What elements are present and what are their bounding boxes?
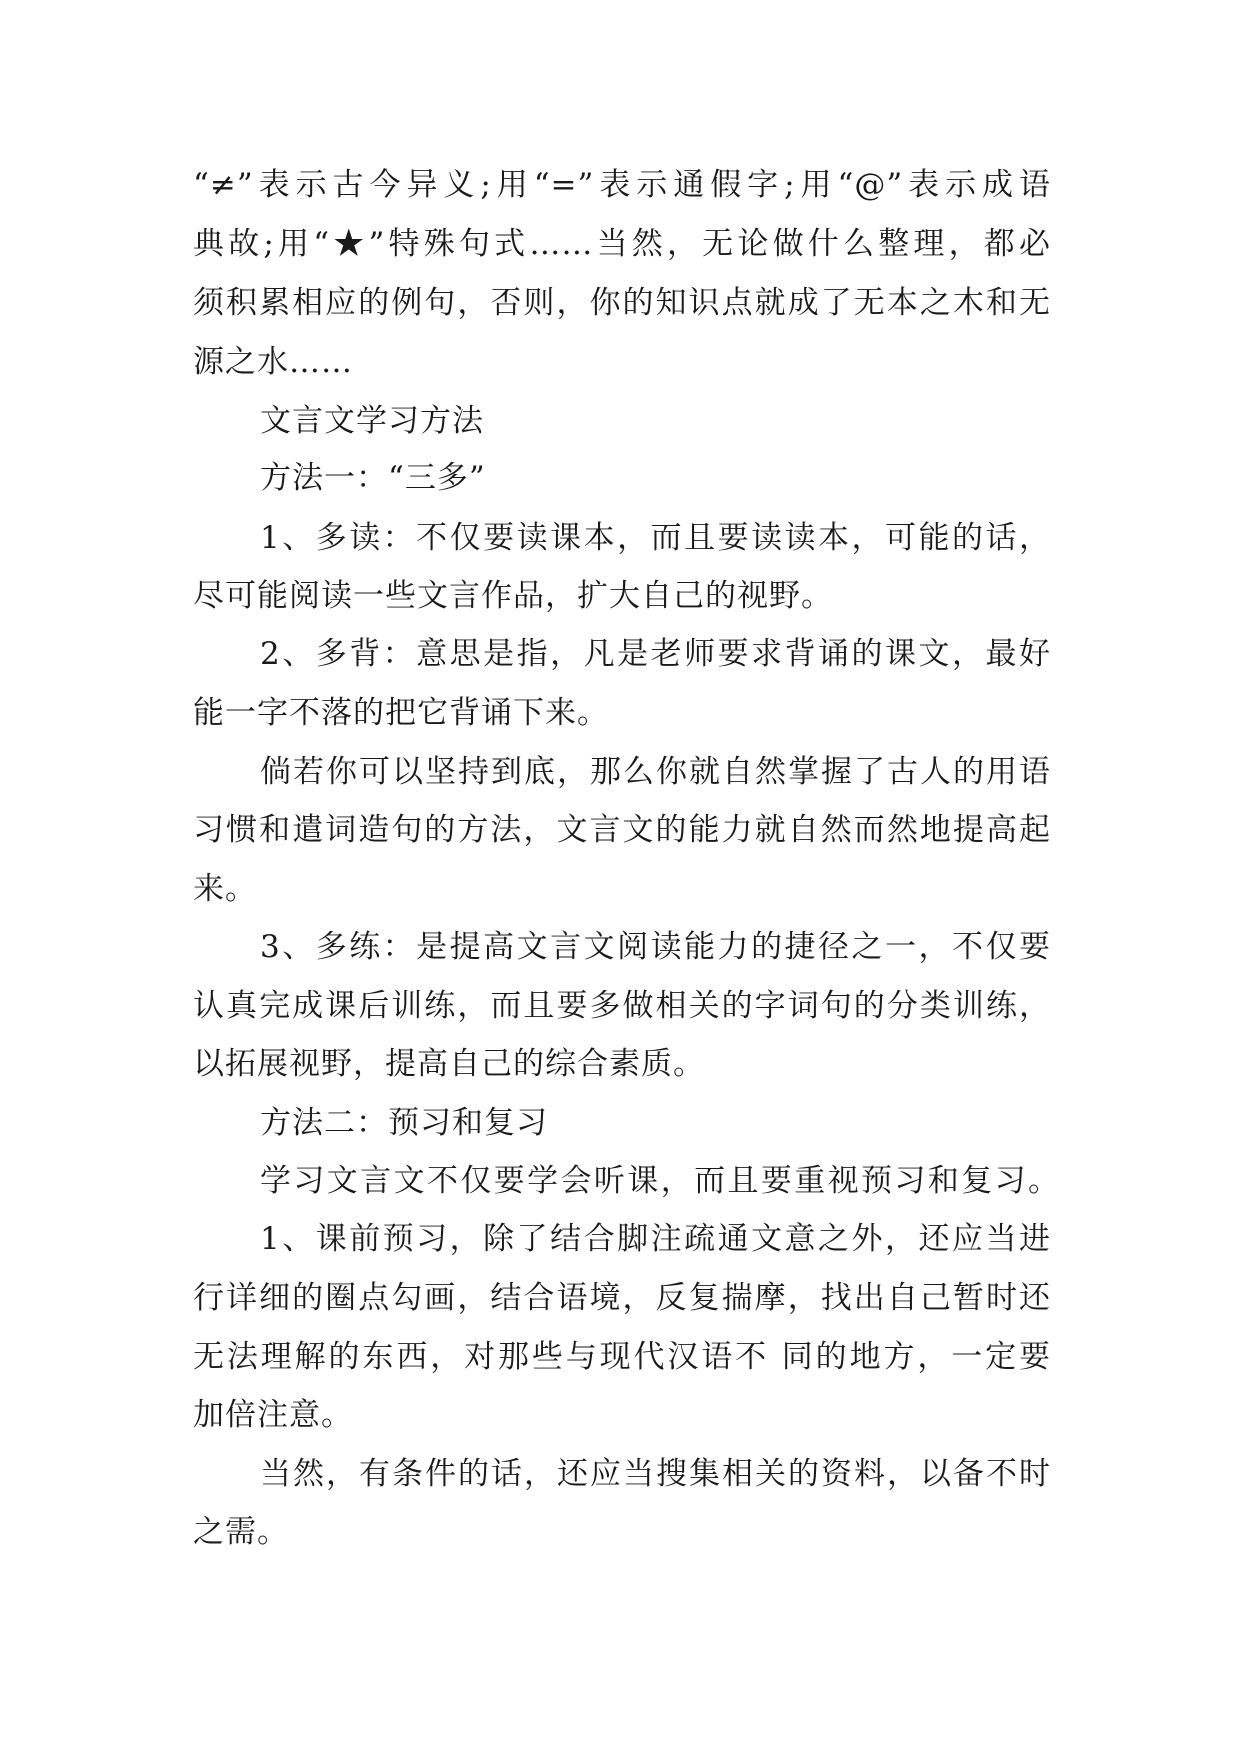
text-line: 倘若你可以坚持到底，那么你就自然掌握了古人的用语 xyxy=(260,754,1051,790)
text-line: 当然，有条件的话，还应当搜集相关的资料，以备不时 xyxy=(260,1456,1051,1492)
text-line: 习惯和遣词造句的方法，文言文的能力就自然而然地提高起 xyxy=(193,812,1051,848)
text-line: 3、多练：是提高文言文阅读能力的捷径之一，不仅要 xyxy=(260,929,1051,965)
text-line: 1、课前预习，除了结合脚注疏通文意之外，还应当进 xyxy=(260,1221,1051,1257)
text-line: 加倍注意。 xyxy=(193,1397,353,1433)
text-line: 以拓展视野，提高自己的综合素质。 xyxy=(193,1046,705,1082)
text-line: 无法理解的东西，对那些与现代汉语不 同的地方，一定要 xyxy=(193,1339,1051,1375)
text-line: “≠”表示古今异义;用“=”表示通假字;用“@”表示成语 xyxy=(193,167,1051,203)
method-heading: 方法一：“三多” xyxy=(260,460,486,496)
text-line: 之需。 xyxy=(193,1514,289,1550)
method-heading: 方法二：预习和复习 xyxy=(260,1105,548,1141)
text-line: 源之水…… xyxy=(193,344,353,380)
text-line: 1、多读：不仅要读课本，而且要读读本，可能的话， xyxy=(260,520,1051,556)
text-line: 能一字不落的把它背诵下来。 xyxy=(193,695,609,731)
section-heading: 文言文学习方法 xyxy=(260,403,484,439)
text-line: 来。 xyxy=(193,871,257,907)
text-line: 须积累相应的例句，否则，你的知识点就成了无本之木和无 xyxy=(193,285,1051,321)
text-line: 尽可能阅读一些文言作品，扩大自己的视野。 xyxy=(193,578,833,614)
text-line: 认真完成课后训练，而且要多做相关的字词句的分类训练， xyxy=(193,988,1051,1024)
text-line: 典故;用“★”特殊句式……当然，无论做什么整理，都必 xyxy=(193,226,1051,262)
text-line: 2、多背：意思是指，凡是老师要求背诵的课文，最好 xyxy=(260,636,1051,672)
text-line: 行详细的圈点勾画，结合语境，反复揣摩，找出自己暂时还 xyxy=(193,1280,1051,1316)
text-line: 学习文言文不仅要学会听课，而且要重视预习和复习。 xyxy=(260,1163,1060,1199)
